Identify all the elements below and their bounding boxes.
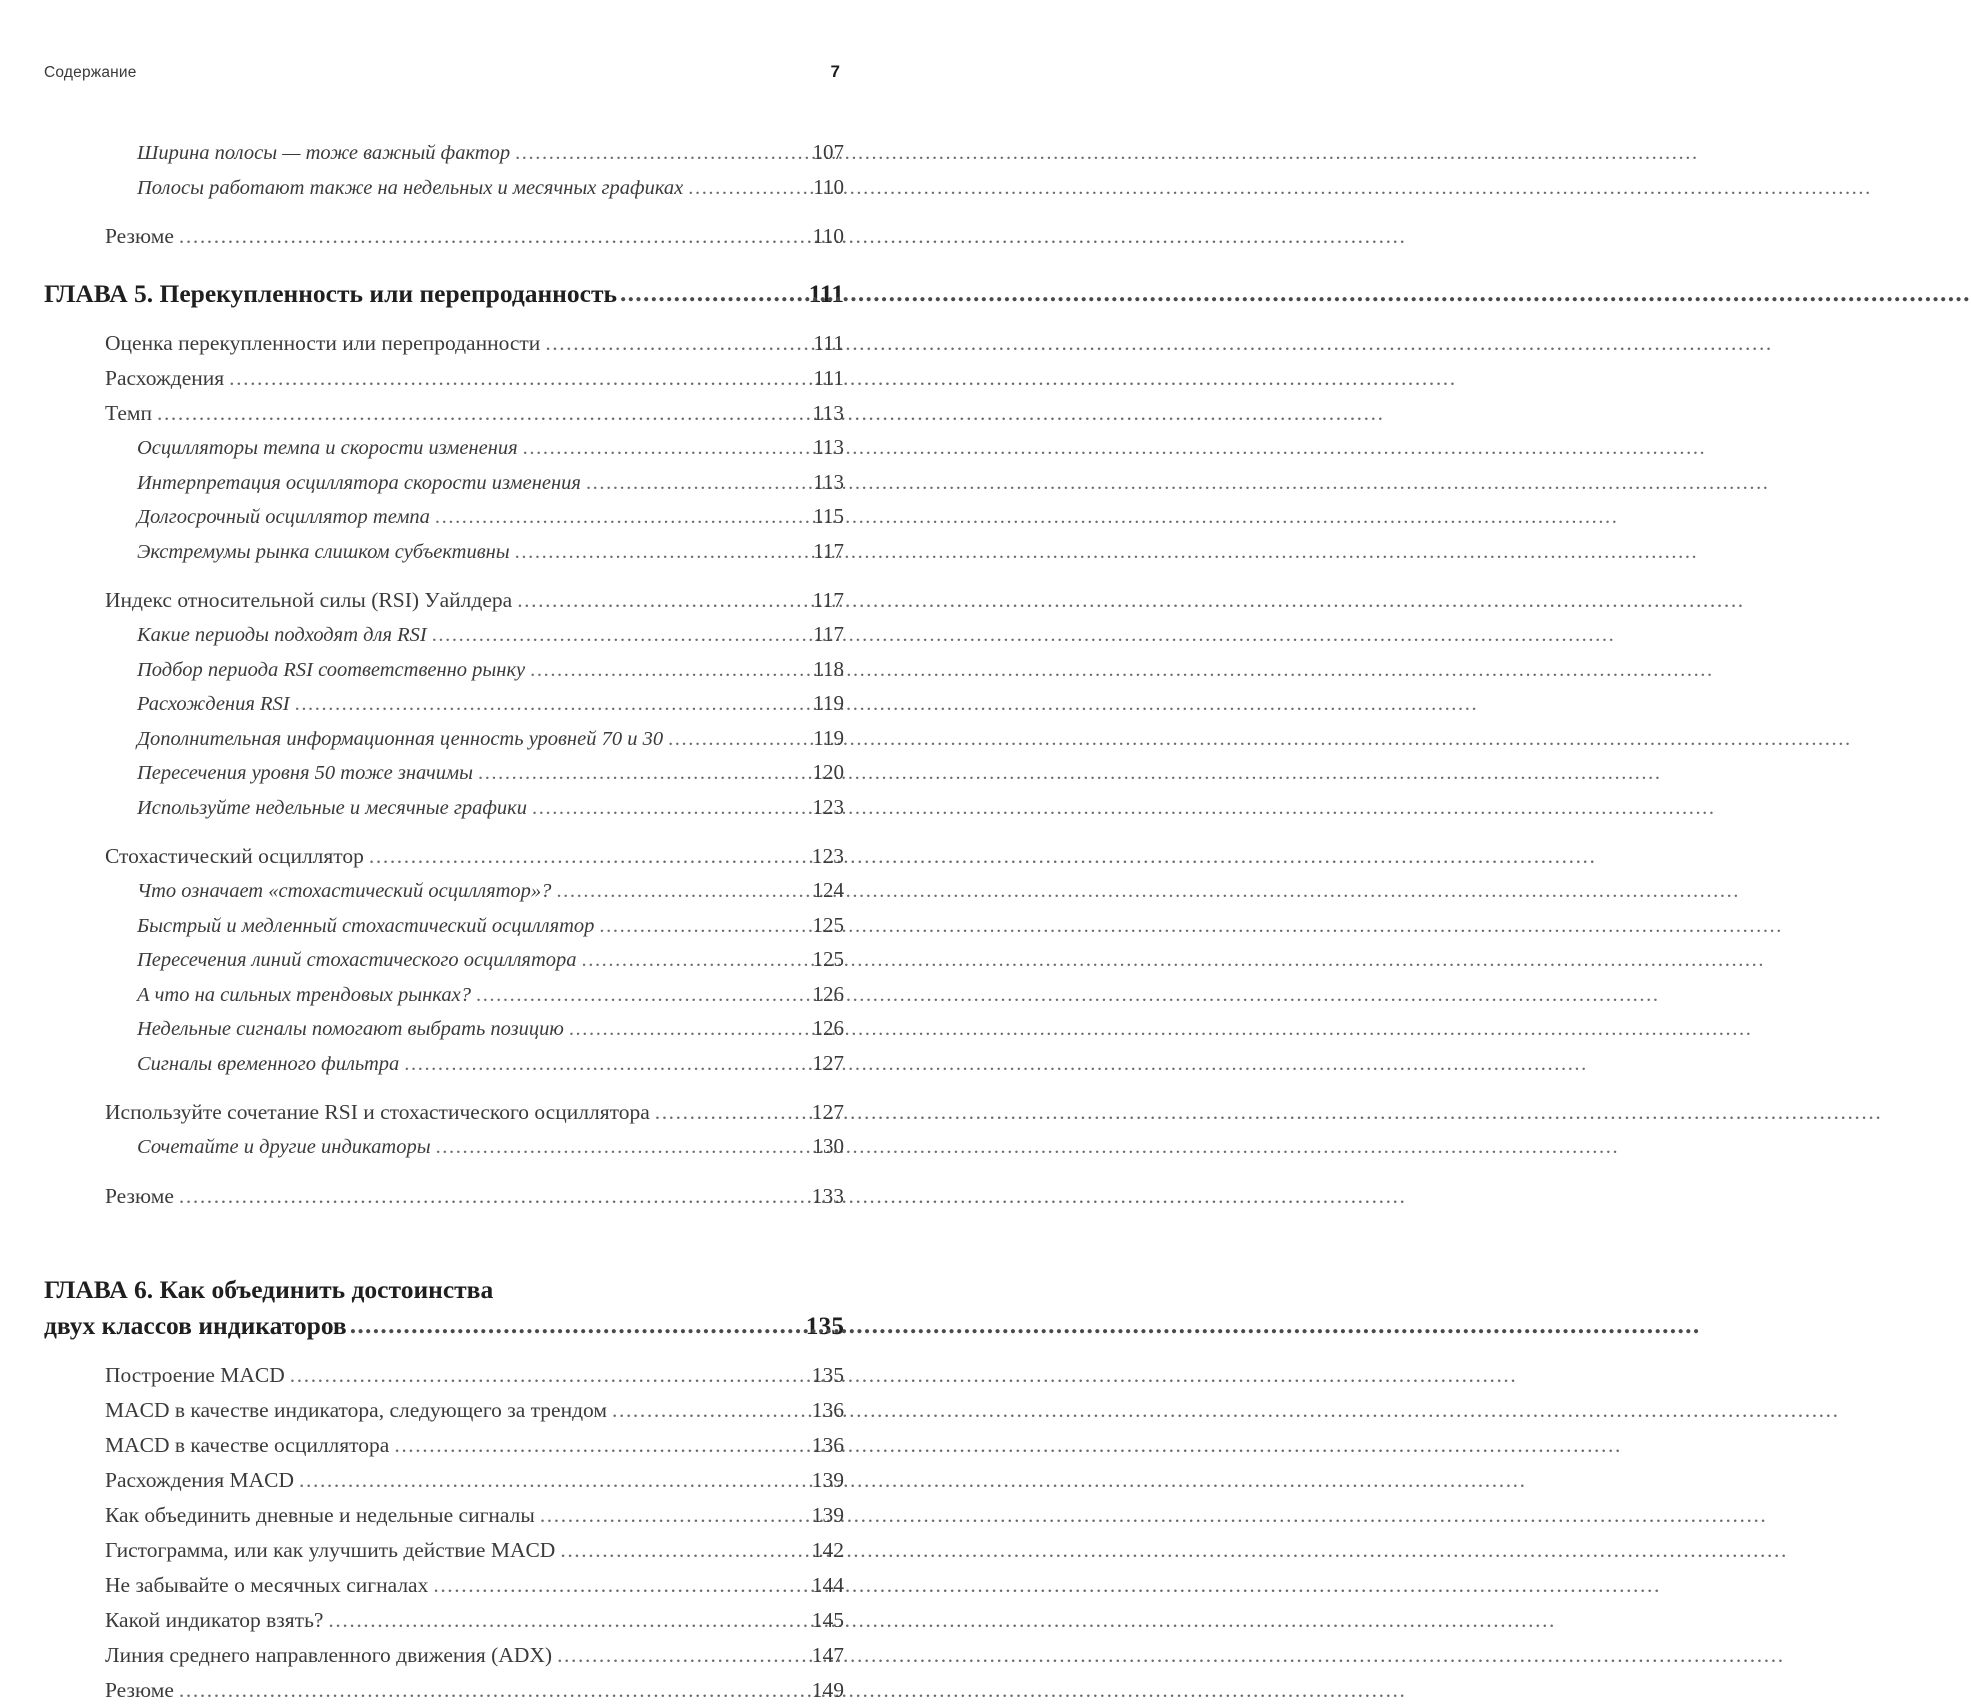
toc-entry-label: Экстремумы рынка слишком субъективны — [137, 540, 510, 563]
dot-leader — [350, 1307, 799, 1343]
toc-entry-label: Индекс относительной силы (RSI) Уайлдера — [105, 588, 513, 612]
toc-entry-page: 123 — [811, 844, 844, 868]
toc-entry-page: 133 — [811, 1183, 844, 1208]
toc-entry-page: 144 — [811, 1572, 844, 1597]
toc-entry-page: 111 — [808, 279, 844, 308]
toc-entry[interactable] — [105, 326, 844, 361]
dot-leader — [557, 1638, 799, 1673]
spacer — [44, 312, 844, 326]
dot-leader — [620, 275, 799, 311]
dot-leader — [515, 137, 799, 171]
spacer — [44, 1344, 844, 1358]
toc-entry-page: 135 — [805, 1310, 844, 1340]
toc-entry[interactable] — [137, 1012, 844, 1047]
toc-entry[interactable] — [137, 500, 844, 535]
toc-entry[interactable] — [105, 1428, 844, 1463]
toc-entry-page: 117 — [812, 588, 844, 612]
toc-entry[interactable] — [137, 653, 844, 688]
running-head — [44, 62, 840, 82]
toc-entry-label: MACD в качестве индикатора, следующего за трендом — [105, 1397, 607, 1422]
dot-leader — [229, 361, 799, 396]
dot-leader — [476, 979, 799, 1013]
toc-entry-page: 142 — [811, 1537, 844, 1562]
toc-entry-page: 111 — [813, 366, 844, 390]
running-head-title: Содержание — [44, 64, 137, 81]
toc-entry-page: 135 — [811, 1362, 844, 1387]
toc-entry[interactable] — [137, 943, 844, 978]
toc-entry[interactable] — [137, 136, 844, 171]
toc-entry[interactable] — [105, 1673, 844, 1708]
toc-entry[interactable] — [137, 1130, 844, 1165]
toc-entry-label: двух классов индикаторов — [44, 1310, 347, 1340]
toc-entry[interactable] — [137, 687, 844, 722]
spacer — [44, 205, 844, 219]
toc-entry[interactable] — [137, 791, 844, 826]
spacer — [44, 1214, 844, 1272]
dot-leader — [436, 1131, 799, 1165]
toc-entry-label: Недельные сигналы помогают выбрать позицию — [137, 1018, 564, 1040]
toc-entry-label: Подбор периода RSI соответственно рынку — [137, 658, 526, 681]
toc-entry[interactable] — [105, 583, 844, 618]
toc-entry-page: 145 — [811, 1607, 844, 1632]
page-folio: 7 — [830, 62, 840, 81]
toc-entry-page: 111 — [813, 331, 844, 355]
toc-chapter-entry[interactable] — [44, 276, 844, 312]
dot-leader — [688, 172, 799, 206]
dot-leader — [435, 501, 799, 535]
dot-leader — [179, 1179, 799, 1214]
toc-entry[interactable] — [137, 756, 844, 791]
dot-leader — [369, 839, 799, 874]
toc-entry-page: 139 — [811, 1502, 844, 1527]
dot-leader — [545, 326, 799, 361]
toc-entry-label: Расхождения RSI — [137, 693, 290, 715]
toc-entry-page: 107 — [812, 140, 844, 164]
toc-entry-page: 126 — [812, 981, 844, 1006]
toc-entry-label: Используйте сочетание RSI и стохастического осциллятора — [105, 1100, 650, 1124]
toc-entry-page: 117 — [813, 622, 844, 646]
toc-entry[interactable] — [105, 1533, 844, 1568]
toc-entry-label: Осцилляторы темпа и скорости изменения — [137, 437, 518, 459]
toc-entry[interactable] — [105, 1638, 844, 1673]
toc-entry[interactable] — [137, 978, 844, 1013]
toc-entry-label: А что на сильных трендовых рынках? — [137, 983, 471, 1006]
toc-entry[interactable] — [137, 466, 844, 501]
toc-entry-label: Оценка перекупленности или перепроданности — [105, 331, 541, 355]
toc-entry-page: 115 — [813, 504, 844, 528]
toc-entry-page: 119 — [813, 691, 844, 715]
toc-entry-label: Какой индикатор взять? — [105, 1607, 324, 1632]
toc-entry-page: 120 — [812, 760, 844, 784]
toc-entry[interactable] — [137, 535, 844, 570]
toc-entry-page: 136 — [811, 1397, 844, 1422]
toc-entry-label: Расхождения MACD — [105, 1467, 295, 1492]
toc-entry-page: 125 — [812, 912, 844, 937]
toc-entry[interactable] — [105, 1393, 844, 1428]
toc-entry[interactable] — [105, 1358, 844, 1393]
toc-entry[interactable] — [105, 1568, 844, 1603]
dot-leader — [432, 619, 799, 653]
toc-entry-label: Резюме — [105, 1183, 174, 1208]
toc-entry-page: 130 — [812, 1134, 844, 1158]
toc-entry[interactable] — [137, 171, 844, 206]
dot-leader — [404, 1048, 799, 1082]
dot-leader — [560, 1533, 799, 1568]
dot-leader — [530, 654, 799, 688]
dot-leader — [599, 910, 799, 944]
dot-leader — [179, 1673, 799, 1708]
toc-chapter-entry[interactable] — [44, 1272, 844, 1344]
toc-entry-page: 119 — [813, 725, 844, 750]
dot-leader — [569, 1013, 799, 1047]
toc-entry[interactable] — [105, 396, 844, 431]
toc-chapter-entry-line2[interactable] — [44, 1308, 844, 1344]
toc-entry-page: 126 — [812, 1016, 844, 1040]
toc-entry-label: Что означает «стохастический осциллятор»? — [137, 880, 552, 902]
dot-leader — [540, 1498, 799, 1533]
toc-entry-label: Используйте недельные и месячные графики — [137, 796, 528, 819]
spacer — [44, 1081, 844, 1095]
toc-entry[interactable] — [137, 618, 844, 653]
toc-entry-label: Построение MACD — [105, 1362, 285, 1387]
toc-entry-label: Стохастический осциллятор — [105, 844, 364, 868]
toc-entry-page: 124 — [812, 878, 844, 902]
spacer — [44, 254, 844, 276]
toc-entry[interactable] — [105, 1095, 844, 1130]
toc-entry-label: Не забывайте о месячных сигналах — [105, 1572, 429, 1597]
toc-entry-label: Долгосрочный осциллятор темпа — [137, 506, 430, 528]
dot-leader — [299, 1463, 799, 1498]
toc-entry-page: 139 — [811, 1467, 844, 1492]
dot-leader — [612, 1393, 799, 1428]
toc-entry-page: 147 — [811, 1642, 844, 1667]
toc-entry-label: MACD в качестве осциллятора — [105, 1432, 390, 1457]
toc-entry[interactable] — [105, 1179, 844, 1214]
dot-leader — [515, 536, 799, 570]
dot-leader — [517, 583, 799, 618]
toc-entry[interactable] — [105, 839, 844, 874]
toc-entry-page: 110 — [812, 224, 844, 248]
toc-entry-page: 113 — [813, 469, 844, 494]
toc-entry-label: Быстрый и медленный стохастический осциллятор — [137, 914, 595, 937]
table-of-contents — [44, 136, 844, 1708]
toc-entry-label: Резюме — [105, 224, 174, 248]
toc-entry-label: Пересечения линий стохастического осциллятора — [137, 949, 577, 971]
toc-entry-page: 110 — [813, 174, 844, 199]
toc-entry-label: Сочетайте и другие индикаторы — [137, 1136, 431, 1158]
dot-leader — [295, 688, 799, 722]
toc-entry-label: Интерпретация осциллятора скорости изменения — [137, 471, 581, 494]
toc-entry-page: 136 — [811, 1432, 844, 1457]
toc-entry-label: Темп — [105, 401, 152, 425]
toc-entry-page: 113 — [813, 435, 844, 459]
toc-entry-label: Как объединить дневные и недельные сигналы — [105, 1502, 535, 1527]
dot-leader — [532, 792, 799, 826]
toc-entry-label: Резюме — [105, 1677, 174, 1702]
spacer — [44, 825, 844, 839]
toc-entry-label: Дополнительная информационная ценность уровней 70 и 30 — [137, 727, 664, 750]
dot-leader — [328, 1603, 799, 1638]
dot-leader — [290, 1358, 799, 1393]
toc-entry[interactable] — [105, 1603, 844, 1638]
toc-entry[interactable] — [137, 909, 844, 944]
toc-entry-label: Ширина полосы — тоже важный фактор — [137, 142, 511, 164]
toc-entry-page: 118 — [813, 656, 844, 681]
toc-entry-label: Расхождения — [105, 366, 225, 390]
toc-entry[interactable] — [137, 431, 844, 466]
spacer — [44, 1165, 844, 1179]
toc-entry-label: ГЛАВА 5. Перекупленность или перепроданность — [44, 279, 617, 308]
toc-entry-label: ГЛАВА 6. Как объединить достоинства — [44, 1274, 494, 1304]
toc-entry-page: 149 — [811, 1677, 844, 1702]
dot-leader — [582, 944, 800, 978]
dot-leader — [157, 396, 799, 431]
toc-entry[interactable] — [105, 1498, 844, 1533]
toc-entry-page: 127 — [812, 1050, 844, 1075]
toc-entry-label: Гистограмма, или как улучшить действие MACD — [105, 1537, 556, 1562]
toc-entry-page: 125 — [812, 947, 844, 971]
toc-entry-label: Пересечения уровня 50 тоже значимы — [137, 762, 473, 784]
dot-leader — [655, 1095, 799, 1130]
toc-entry-page: 123 — [812, 794, 844, 819]
toc-entry-label: Линия среднего направленного движения (ADX) — [105, 1642, 553, 1667]
dot-leader — [556, 875, 799, 909]
dot-leader — [478, 757, 799, 791]
toc-entry-page: 127 — [811, 1100, 844, 1124]
toc-entry[interactable] — [105, 219, 844, 254]
toc-entry[interactable] — [137, 874, 844, 909]
dot-leader — [523, 432, 799, 466]
dot-leader — [433, 1568, 799, 1603]
dot-leader — [179, 219, 799, 254]
toc-entry-label: Какие периоды подходят для RSI — [137, 624, 427, 646]
toc-entry[interactable] — [105, 1463, 844, 1498]
toc-entry-page: 117 — [813, 538, 844, 563]
dot-leader — [394, 1428, 799, 1463]
toc-entry-page: 113 — [812, 401, 844, 425]
toc-entry[interactable] — [137, 722, 844, 757]
toc-entry-label: Полосы работают также на недельных и месячных графиках — [137, 176, 684, 199]
dot-leader — [586, 467, 799, 501]
toc-entry-label: Сигналы временного фильтра — [137, 1052, 400, 1075]
toc-entry[interactable] — [105, 361, 844, 396]
dot-leader — [668, 723, 799, 757]
spacer — [44, 569, 844, 583]
toc-entry[interactable] — [137, 1047, 844, 1082]
